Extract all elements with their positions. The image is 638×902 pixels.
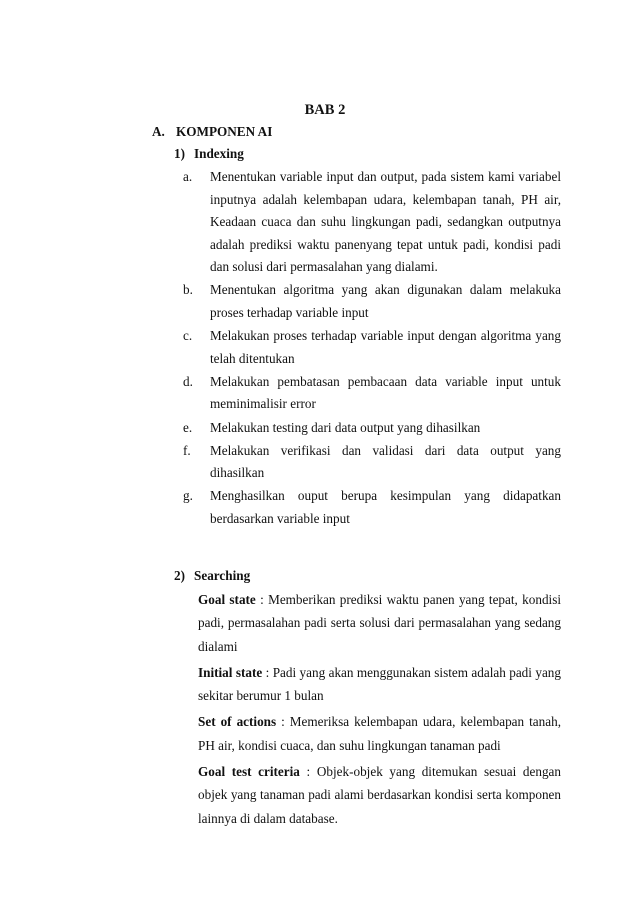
list-item xyxy=(183,166,561,279)
definition-paragraph xyxy=(198,760,561,830)
chapter-title: BAB 2 xyxy=(304,102,346,118)
definition-paragraph xyxy=(198,588,561,658)
definition-term: Set of actions xyxy=(198,714,277,730)
definition-text: : Objek-objek yang ditemukan sesuai dengan objek yang tanaman padi alami berdasarkan kondisi serta komponen lainnya di dalam database. xyxy=(198,764,561,826)
list-marker: f. xyxy=(183,442,191,458)
searching-definitions xyxy=(198,588,561,833)
list-item xyxy=(183,371,561,416)
list-item xyxy=(183,485,561,530)
list-text: Menentukan variable input dan output, pada sistem kami variabel inputnya adalah kelembapan udara, kelembapan tanah, PH air, Keadaan cuaca dan suhu lingkungan padi, sedangkan outputnya adalah prediksi waktu panenyang tepat untuk padi, kondisi padi dan solusi dari permasalahan yang dialami. xyxy=(210,169,561,275)
subsection-title: Indexing xyxy=(194,146,244,161)
indexing-list xyxy=(183,166,561,531)
subsection-indexing-heading xyxy=(174,146,244,162)
subsection-number: 2) xyxy=(174,568,185,583)
subsection-searching-heading xyxy=(174,568,250,584)
definition-paragraph xyxy=(198,710,561,757)
list-item xyxy=(183,325,561,370)
list-marker: b. xyxy=(183,282,193,298)
list-marker: e. xyxy=(183,419,193,435)
subsection-title: Searching xyxy=(194,568,251,583)
definition-text: : Memeriksa kelembapan udara, kelembapan tanah, PH air, kondisi cuaca, dan suhu lingkungan tanaman padi xyxy=(198,714,561,753)
subsection-number: 1) xyxy=(174,146,185,161)
list-text: Menentukan algoritma yang akan digunakan dalam melakuka proses terhadap variable input xyxy=(210,282,561,321)
list-marker: c. xyxy=(183,328,193,344)
section-letter: A. xyxy=(152,124,165,139)
list-text: Melakukan proses terhadap variable input dengan algoritma yang telah ditentukan xyxy=(210,328,561,366)
section-heading xyxy=(152,124,272,140)
list-marker: g. xyxy=(183,488,193,504)
definition-text: : Padi yang akan menggunakan sistem adalah padi yang sekitar berumur 1 bulan xyxy=(198,664,561,704)
list-marker: a. xyxy=(183,169,193,184)
list-marker: d. xyxy=(183,373,193,389)
list-item xyxy=(183,279,561,324)
definition-term: Goal test criteria xyxy=(198,764,300,780)
definition-paragraph xyxy=(198,661,561,708)
section-title: KOMPONEN AI xyxy=(176,124,273,139)
definition-text: : Memberikan prediksi waktu panen yang tepat, kondisi padi, permasalahan padi serta solusi dari permasalahan yang sedang dialami xyxy=(198,592,561,654)
definition-term: Initial state xyxy=(198,664,263,680)
list-text: Melakukan pembatasan pembacaan data variable input untuk meminimalisir error xyxy=(210,373,561,412)
list-text: Menghasilkan ouput berupa kesimpulan yang didapatkan berdasarkan variable input xyxy=(210,488,561,526)
list-text: Melakukan testing dari data output yang dihasilkan xyxy=(210,419,481,435)
list-text: Melakukan verifikasi dan validasi dari data output yang dihasilkan xyxy=(210,442,561,481)
list-item xyxy=(183,440,561,485)
definition-term: Goal state xyxy=(198,592,256,607)
list-item xyxy=(183,417,561,440)
